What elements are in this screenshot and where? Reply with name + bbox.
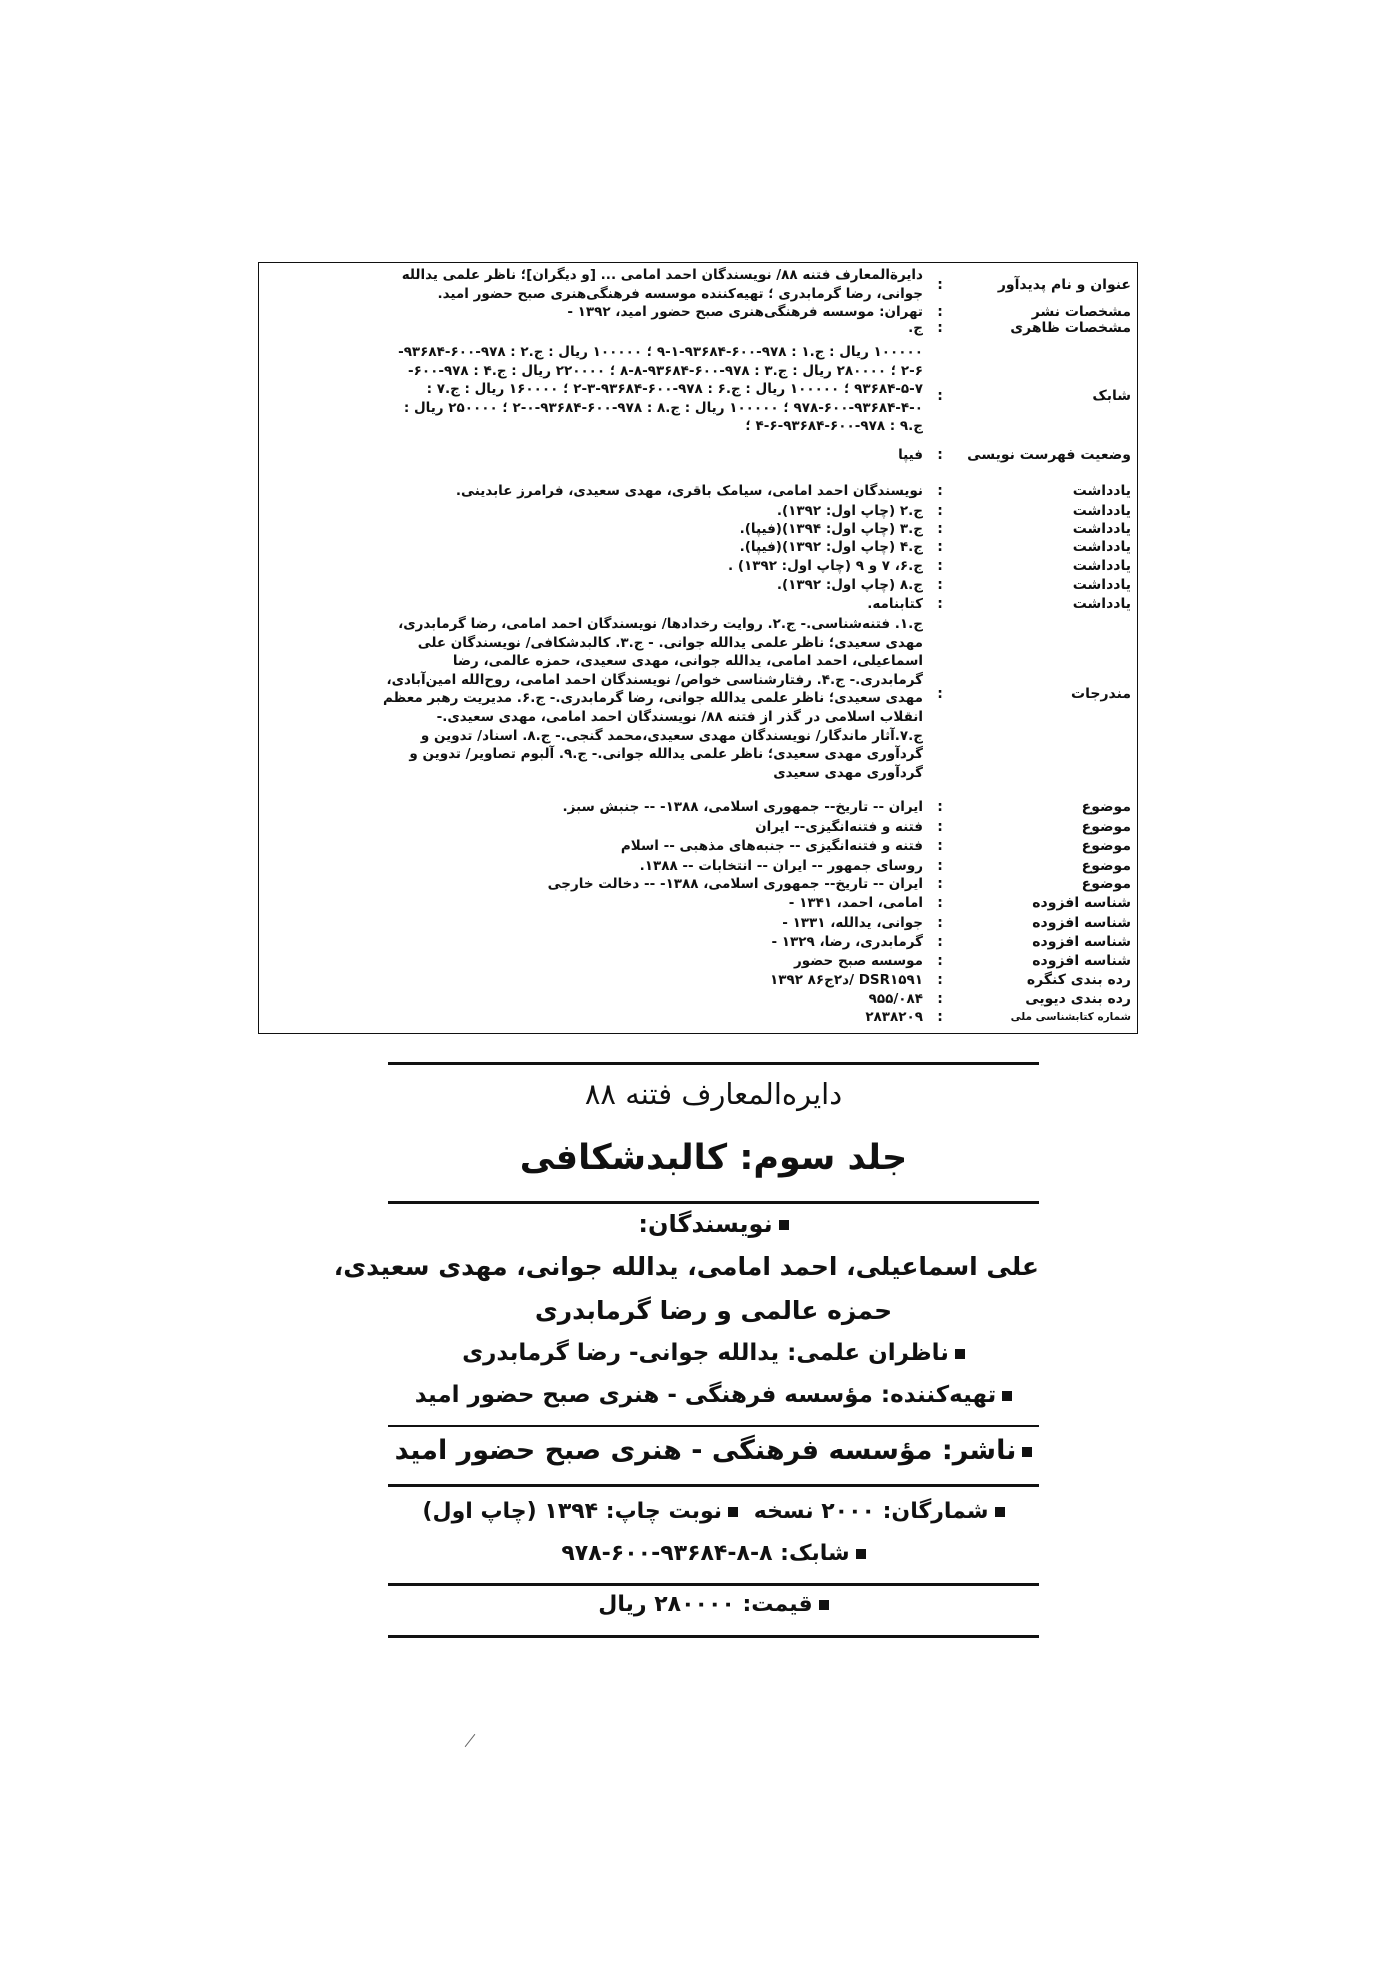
cip-value: ۱۰۰۰۰۰ ریال : ج.۱ : ۹۷۸-۶۰۰-۹۳۶۸۴-۱-۹ ؛ ۱۰۰۰۰۰ ریال : ج.۲ : ۹۷۸-۶۰۰-۹۳۶۸۴- ۲-۶ ؛ ۲۸۰۰۰۰ ریال : ج.۳ : ۹۷۸-۶۰۰-۹۳۶۸۴-۸-۸ ؛ ۲۲۰۰۰۰ ریال : ج.۴ : ۹۷۸-۶۰۰- ۹۳۶۸۴-۵-۷ ؛ ۱۰۰۰۰۰ ریال : ج.۶ : ۹۷۸-۶۰۰-۹۳۶۸۴-۳-۲ ؛ ۱۶۰۰۰۰ ریال : ج.۷ : ۹۷۸-۶۰۰-۹۳۶۸۴-۴-۰ ؛ ۱۰۰۰۰۰ ریال : ج.۸ : ۹۷۸-۶۰۰-۹۳۶۸۴-۰-۲ ؛ ۲۵۰۰۰۰ ریال : ج.۹ : ۹۷۸-۶۰۰-۹۳۶۸۴-۶-۴ ؛ xyxy=(398,344,923,435)
cip-colon: : xyxy=(937,320,943,336)
cip-label: یادداشت xyxy=(1072,483,1131,499)
cip-value: ج.۱. فتنه‌شناسی.- ج.۲. روایت رخدادها/ نویسندگان احمد امامی، رضا گرمابدری، مهدی سعیدی؛ ناظر علمی یدالله جوانی. - ج.۳. کالبدشکافی/ نویسندگان علی اسماعیلی، احمد امامی، یدالله جوانی، مهدی سعیدی، حمزه عالمی، رضا گرمابدری.- ج.۴. رفتارشناسی خواص/ نویسندگان احمد امامی، روح‌الله امین‌آبادی، مهدی سعیدی؛ ناظر علمی یدالله جوانی، رضا گرمابدری.- ج.۶. مدیریت رهبر معظم انقلاب اسلامی در گذر از فتنه ۸۸/ نویسندگان احمد امامی، مهدی سعیدی.- ج.۷.آثار ماندگار/ نویسندگان مهدی سعیدی،محمد گنجی.- ج.۸. اسناد/ تدوین و گردآوری مهدی سعیدی؛ ناظر علمی یدالله جوانی.- ج.۹. آلبوم تصاویر/ تدوین و گردآوری مهدی سعیدی xyxy=(382,616,923,781)
cip-colon: : xyxy=(937,953,943,969)
cip-colon: : xyxy=(937,686,943,702)
cip-value: جوانی، یدالله، ۱۳۳۱ - xyxy=(782,915,923,931)
producer-text: تهیه‌کننده: مؤسسه فرهنگی - هنری صبح حضور امید xyxy=(414,1382,997,1408)
cip-value: نویسندگان احمد امامی، سیامک باقری، مهدی سعیدی، فرامرز عابدینی. xyxy=(455,483,923,499)
cip-value: موسسه صبح حضور xyxy=(794,953,923,969)
bullet-square-icon xyxy=(728,1507,738,1517)
isbn-text: شابک: ۸-۸-۹۳۶۸۴-۶۰۰-۹۷۸ xyxy=(561,1541,850,1566)
cip-label: یادداشت xyxy=(1072,577,1131,593)
cip-colon: : xyxy=(937,972,943,988)
circulation-text: شمارگان: ۲۰۰۰ نسخه xyxy=(753,1499,989,1524)
divider xyxy=(388,1425,1039,1427)
bullet-square-icon xyxy=(819,1600,829,1610)
cip-label: شناسه افزوده xyxy=(1032,934,1131,950)
cip-colon: : xyxy=(937,1009,943,1025)
cip-value: گرمابدری، رضا، ۱۳۲۹ - xyxy=(771,934,923,950)
cataloging-in-publication-box xyxy=(258,262,1138,1034)
cip-label: شابک xyxy=(1092,388,1131,404)
cip-value: ج.۸ (چاپ اول: ۱۳۹۲). xyxy=(776,577,923,593)
cip-colon: : xyxy=(937,388,943,404)
cip-label: شناسه افزوده xyxy=(1032,953,1131,969)
cip-label: موضوع xyxy=(1081,819,1131,835)
cip-value: کتابنامه. xyxy=(867,596,923,612)
bullet-square-icon xyxy=(1022,1447,1032,1457)
cip-value: روسای جمهور -- ایران -- انتخابات -- ۱۳۸۸. xyxy=(639,858,923,874)
print-run-text: نوبت چاپ: ۱۳۹۴ (چاپ اول) xyxy=(422,1499,723,1524)
isbn-line xyxy=(388,1541,1039,1566)
cip-colon: : xyxy=(937,483,943,499)
bullet-square-icon xyxy=(995,1507,1005,1517)
book-series-title: دایره‌المعارف فتنه ۸۸ xyxy=(584,1077,843,1111)
cip-label: شناسه افزوده xyxy=(1032,915,1131,931)
cip-colon: : xyxy=(937,876,943,892)
cip-label: موضوع xyxy=(1081,876,1131,892)
price-line xyxy=(388,1592,1039,1617)
bullet-square-icon xyxy=(955,1349,965,1359)
cip-label: یادداشت xyxy=(1072,539,1131,555)
publisher-text: ناشر: مؤسسه فرهنگی - هنری صبح حضور امید xyxy=(394,1435,1017,1466)
cip-value: امامی، احمد، ۱۳۴۱ - xyxy=(788,895,923,911)
cip-colon: : xyxy=(937,447,943,463)
cip-colon: : xyxy=(937,277,943,293)
price-text: قیمت: ۲۸۰۰۰۰ ریال xyxy=(598,1592,813,1617)
cip-colon: : xyxy=(937,577,943,593)
cip-value: ج.۴ (چاپ اول: ۱۳۹۲)(فیپا). xyxy=(739,539,923,555)
cip-colon: : xyxy=(937,858,943,874)
cip-colon: : xyxy=(937,915,943,931)
cip-label: شناسه افزوده xyxy=(1032,895,1131,911)
cip-value: ۲۸۳۸۲۰۹ xyxy=(865,1009,923,1025)
authors-line-2: حمزه عالمی و رضا گرمابدری xyxy=(534,1296,893,1325)
cip-value: فیپا xyxy=(898,447,923,463)
cip-value: دایرةالمعارف فتنه ۸۸/ نویسندگان احمد امامی ... [و دیگران]؛ ناظر علمی یدالله جوانی، رضا گرمابدری ؛ تهیه‌کننده موسسه فرهنگی‌هنری صبح حضور امید. xyxy=(401,267,923,302)
divider xyxy=(388,1484,1039,1487)
cip-label: شماره کتابشناسی ملی xyxy=(1010,1011,1131,1023)
circulation-line xyxy=(388,1499,1039,1524)
cip-value: فتنه و فتنه‌انگیزی -- جنبه‌های مذهبی -- اسلام xyxy=(620,838,923,854)
authors-label: نویسندگان: xyxy=(638,1210,773,1238)
cip-label: عنوان و نام پدیدآور xyxy=(997,277,1131,293)
cip-label: مندرجات xyxy=(1071,686,1131,702)
cip-colon: : xyxy=(937,838,943,854)
divider xyxy=(388,1635,1039,1638)
cip-label: وضعیت فهرست نویسی xyxy=(967,447,1131,463)
producer-line xyxy=(388,1382,1039,1408)
cip-label: یادداشت xyxy=(1072,521,1131,537)
cip-label: موضوع xyxy=(1081,838,1131,854)
bullet-square-icon xyxy=(779,1220,789,1230)
bullet-square-icon xyxy=(856,1549,866,1559)
cip-value: ج. xyxy=(908,320,923,336)
authors-heading xyxy=(388,1210,1039,1238)
cip-value: ج.۳ (چاپ اول: ۱۳۹۴)(فیپا). xyxy=(739,521,923,537)
cip-colon: : xyxy=(937,991,943,1007)
cip-value: ایران -- تاریخ-- جمهوری اسلامی، ۱۳۸۸- -- دخالت خارجی xyxy=(547,876,923,892)
cip-value: تهران: موسسه فرهنگی‌هنری صبح حضور امید، ۱۳۹۲ - xyxy=(567,304,923,320)
cip-colon: : xyxy=(937,503,943,519)
volume-title: جلد سوم: کالبدشکافی xyxy=(519,1138,908,1178)
bullet-square-icon xyxy=(1002,1391,1012,1401)
cip-colon: : xyxy=(937,558,943,574)
cip-colon: : xyxy=(937,596,943,612)
cip-label: یادداشت xyxy=(1072,596,1131,612)
supervisors-line xyxy=(388,1340,1039,1366)
cip-value: ۹۵۵/۰۸۴ xyxy=(868,991,923,1007)
authors-line-1: علی اسماعیلی، احمد امامی، یدالله جوانی، مهدی سعیدی، xyxy=(333,1252,1039,1281)
cip-value: فتنه و فتنه‌انگیزی-- ایران xyxy=(755,819,923,835)
cip-colon: : xyxy=(937,799,943,815)
cip-label: یادداشت xyxy=(1072,558,1131,574)
cip-colon: : xyxy=(937,819,943,835)
cip-label: یادداشت xyxy=(1072,503,1131,519)
cip-colon: : xyxy=(937,304,943,320)
divider xyxy=(388,1201,1039,1204)
cip-label: مشخصات ظاهری xyxy=(1010,320,1131,336)
cip-colon: : xyxy=(937,539,943,555)
pen-mark xyxy=(465,1734,476,1747)
cip-value: ج.۶، ۷ و ۹ (چاپ اول: ۱۳۹۲) . xyxy=(728,558,923,574)
cip-label: مشخصات نشر xyxy=(1031,304,1131,320)
cip-value: ایران -- تاریخ-- جمهوری اسلامی، ۱۳۸۸- -- جنبش سبز. xyxy=(562,799,923,815)
cip-label: رده بندی کنگره xyxy=(1026,972,1131,988)
divider xyxy=(388,1062,1039,1065)
cip-colon: : xyxy=(937,895,943,911)
publisher-line xyxy=(388,1435,1039,1466)
cip-label: موضوع xyxy=(1081,858,1131,874)
cip-value: ج.۲ (چاپ اول: ۱۳۹۲). xyxy=(776,503,923,519)
cip-colon: : xyxy=(937,934,943,950)
cip-label: موضوع xyxy=(1081,799,1131,815)
cip-colon: : xyxy=(937,521,943,537)
divider xyxy=(388,1583,1039,1586)
supervisors-text: ناظران علمی: یدالله جوانی- رضا گرمابدری xyxy=(462,1340,949,1366)
cip-label: رده بندی دیویی xyxy=(1025,991,1131,1007)
cip-value: DSR۱۵۹۱ /د۲ج۸۶ ۱۳۹۲ xyxy=(770,972,923,988)
